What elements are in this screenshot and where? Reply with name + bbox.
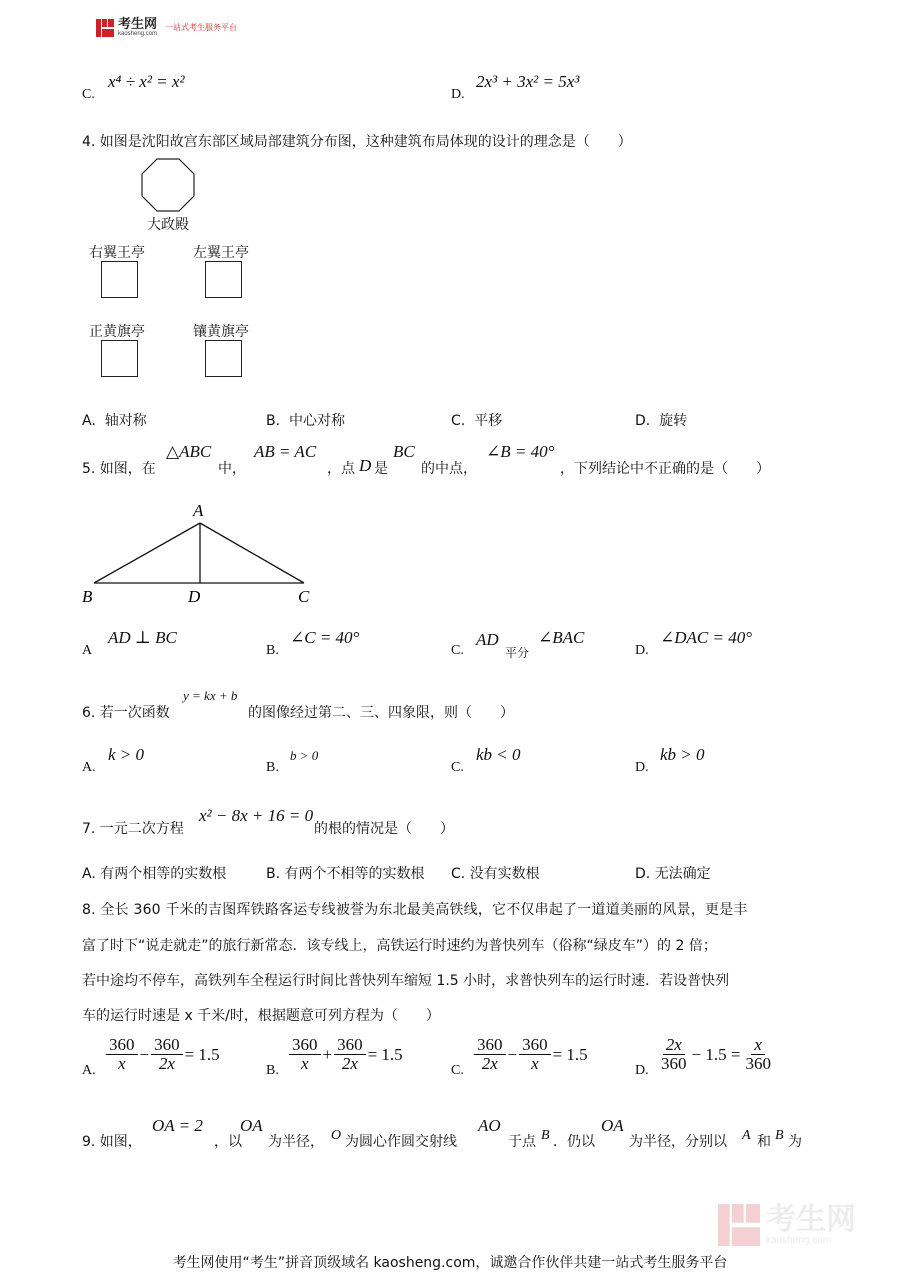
q6-option-b-expr: b > 0 [290, 748, 319, 763]
q4-option-a[interactable] [82, 410, 147, 430]
option-text: 没有实数根 [469, 866, 540, 882]
q9-a: A [742, 1128, 751, 1143]
kaosheng-watermark-icon [718, 1203, 760, 1247]
q5-figure-label-b: B [82, 587, 93, 606]
q5-bc: BC [393, 442, 415, 461]
brand-slogan: 一站式考生服务平台 [165, 23, 238, 32]
q5-option-b-label[interactable]: B. [266, 643, 279, 658]
operator: + [322, 1044, 333, 1064]
q8-option-a-equation [104, 1036, 220, 1073]
q5-figure-label-c: C [298, 587, 310, 606]
q4-pavilion-right [101, 261, 138, 298]
q7-eq: x² − 8x + 16 = 0 [199, 806, 314, 825]
watermark-domain: kaosheng.com [766, 1234, 832, 1246]
q5-is: 是 [374, 461, 388, 477]
brand-name: 考生网 [118, 17, 158, 32]
q8-line-4: 车的运行时速是 x 千米/时，根据题意可列方程为（ ） [82, 1008, 440, 1024]
q5-option-b-expr: ∠C = 40° [290, 628, 360, 647]
q9-ao: AO [478, 1116, 501, 1135]
q5-option-c-sub: 平分 [505, 646, 530, 660]
option-label: B. [266, 413, 281, 429]
q5-option-d-label[interactable]: D. [635, 643, 649, 658]
rhs: = 1.5 [184, 1044, 220, 1064]
q8-line-2: 富了时下“说走就走”的旅行新常态．该专线上，高铁运行时速约为普快列车（俗称“绿皮车”）的 2 倍； [82, 938, 717, 954]
rhs: = 1.5 [552, 1044, 588, 1064]
q9-t3: 为圆心作圆交射线 [345, 1134, 457, 1150]
option-text: 平移 [474, 413, 503, 429]
q3-option-c-label: C. [82, 87, 95, 102]
q5-option-c-expr2: ∠BAC [538, 628, 585, 647]
q6-option-b-label[interactable]: B. [266, 760, 279, 775]
option-text: 有两个不相等的实数根 [284, 866, 425, 882]
numerator: 360 [106, 1036, 138, 1055]
q5-comma-point: ，点 [327, 461, 355, 477]
q3-option-c-expr: x⁴ ÷ x² = x² [108, 72, 185, 91]
denominator: x [117, 1054, 126, 1073]
numerator: 360 [334, 1036, 366, 1055]
q7-option-b[interactable] [266, 863, 425, 883]
q6-option-c-expr: kb < 0 [476, 745, 521, 764]
q9-oa: OA [240, 1116, 263, 1135]
q9-t4: 于点 [508, 1134, 536, 1150]
q9-t6: 为半径，分别以 [629, 1134, 727, 1150]
option-label: D. [635, 413, 651, 429]
q4-option-b[interactable] [266, 410, 345, 430]
brand-domain: kaosheng.com [118, 31, 158, 37]
fraction [289, 1036, 321, 1073]
q4-octagon-icon [141, 158, 195, 212]
option-text: 有两个相等的实数根 [100, 866, 227, 882]
q4-building-zhenghuang: 正黄旗亭 [89, 324, 145, 340]
numerator: 360 [289, 1036, 321, 1055]
option-label: A. [82, 866, 96, 882]
q7-pre: 7. 一元二次方程 [82, 821, 184, 837]
q7-post: 的根的情况是（ ） [314, 821, 454, 837]
q5-option-d-expr: ∠DAC = 40° [660, 628, 753, 647]
denominator: 360 [661, 1054, 687, 1073]
option-label: B. [266, 866, 281, 882]
operator: − 1.5 = [691, 1044, 741, 1064]
q6-post: 的图像经过第二、三、四象限，则（ ） [248, 705, 514, 721]
q7-option-d[interactable] [635, 863, 711, 883]
fraction [742, 1036, 774, 1073]
fraction [519, 1036, 551, 1073]
q5-option-a-label[interactable]: A [82, 643, 93, 658]
kaosheng-logo-icon [96, 19, 114, 37]
q3-option-d-label: D. [451, 87, 465, 102]
q5-figure-label-a: A [193, 501, 204, 520]
header-logo [96, 18, 237, 37]
q8-line-3: 若中途均不停车，高铁列车全程运行时间比普快列车缩短 1.5 小时，求普快列车的运行时速．若设普快列 [82, 973, 730, 989]
denominator: x [531, 1054, 539, 1073]
operator: − [139, 1044, 150, 1064]
fraction [334, 1036, 366, 1073]
q4-pavilion-left [205, 261, 242, 298]
fraction [106, 1036, 138, 1073]
q5-tail: ，下列结论中不正确的是（ ） [560, 461, 770, 477]
q6-pre: 6. 若一次函数 [82, 705, 170, 721]
q9-b: B [541, 1128, 550, 1143]
watermark-logo [718, 1203, 856, 1247]
q6-option-a-label[interactable]: A. [82, 760, 96, 775]
q4-stem: 4. 如图是沈阳故宫东部区域局部建筑分布图，这种建筑布局体现的设计的理念是（ ） [82, 134, 632, 150]
operator: − [507, 1044, 518, 1064]
q7-option-c[interactable] [451, 863, 540, 883]
brand-block [118, 18, 157, 37]
option-text: 中心对称 [288, 413, 345, 429]
q8-option-a-label[interactable]: A. [82, 1063, 96, 1078]
q5-figure-label-d: D [188, 587, 201, 606]
q8-option-d-equation [656, 1036, 776, 1073]
q8-option-c-equation [472, 1036, 588, 1073]
q8-option-c-label[interactable]: C. [451, 1063, 464, 1078]
denominator: 360 [745, 1054, 771, 1073]
option-label: D. [635, 866, 651, 882]
q9-pre: 9. 如图， [82, 1134, 142, 1150]
option-text: 轴对称 [104, 413, 147, 429]
q6-option-c-label[interactable]: C. [451, 760, 464, 775]
q4-pavilion-xianghuang [205, 340, 242, 377]
q9-t2: 为半径， [268, 1134, 324, 1150]
denominator: x [300, 1054, 309, 1073]
q6-option-d-label[interactable]: D. [635, 760, 649, 775]
option-text: 旋转 [659, 413, 688, 429]
q5-d: D [359, 456, 372, 475]
q9-oa-eq-2: OA = 2 [152, 1116, 203, 1135]
q4-option-c[interactable] [451, 410, 502, 430]
q7-option-a[interactable] [82, 863, 226, 883]
q4-pavilion-zhenghuang [101, 340, 138, 377]
q5-option-c-expr: AD [476, 630, 499, 649]
q3-option-d-expr: 2x³ + 3x² = 5x³ [476, 72, 580, 91]
q9-and: 和 [757, 1134, 771, 1150]
option-label: C. [451, 866, 466, 882]
page-footer: 考生网使用“考生”拼音顶级域名 kaosheng.com，诚邀合作伙伴共建一站式考生服务平台 [172, 1255, 728, 1271]
rhs: = 1.5 [367, 1044, 403, 1064]
q5-ab-ac: AB = AC [254, 442, 317, 461]
q9-t5: ．仍以 [553, 1134, 595, 1150]
q5-angle-b: ∠B = 40° [486, 442, 555, 461]
q9-b2: B [775, 1128, 784, 1143]
q4-building-right-wing: 右翼王亭 [89, 245, 145, 261]
q8-line-1: 8. 全长 360 千米的吉图珲铁路客运专线被誉为东北最美高铁线，它不仅串起了一道道美丽的风景，更是丰 [82, 902, 748, 918]
option-text: 无法确定 [654, 866, 711, 882]
q5-in: 中， [218, 461, 246, 477]
q5-triangle-figure [80, 496, 320, 611]
fraction [151, 1036, 183, 1073]
q5-option-a-expr: AD ⊥ BC [108, 628, 177, 647]
q6-option-a-expr: k > 0 [108, 745, 145, 764]
option-label: A. [82, 413, 96, 429]
q4-building-xianghuang: 镶黄旗亭 [193, 324, 249, 340]
numerator: 360 [151, 1036, 183, 1055]
q6-func: y = kx + b [183, 688, 238, 703]
q9-o: O [331, 1128, 342, 1143]
denominator: 2x [158, 1054, 175, 1073]
q9-t1: ，以 [214, 1134, 242, 1150]
numerator: 360 [519, 1036, 551, 1055]
q9-t7: 为 [788, 1134, 802, 1150]
watermark-text [766, 1201, 856, 1246]
q4-building-left-wing: 左翼王亭 [193, 245, 249, 261]
q8-option-b-equation [287, 1036, 403, 1073]
q8-option-b-label[interactable]: B. [266, 1063, 279, 1078]
denominator: 2x [481, 1054, 498, 1073]
option-label: C. [451, 413, 466, 429]
q4-building-center: 大政殿 [147, 217, 189, 233]
q8-option-d-label[interactable]: D. [635, 1063, 649, 1078]
q4-option-d[interactable] [635, 410, 687, 430]
numerator: 2x [663, 1036, 685, 1055]
watermark-brand: 考生网 [766, 1201, 856, 1237]
fraction [474, 1036, 506, 1073]
q5-midpoint: 的中点， [421, 461, 477, 477]
q6-option-d-expr: kb > 0 [660, 745, 705, 764]
q5-triangle: △ABC [166, 442, 212, 461]
q9-oa-2: OA [601, 1116, 624, 1135]
q5-stem-num: 5. 如图，在 [82, 461, 156, 477]
numerator: 360 [474, 1036, 506, 1055]
q5-option-c-label[interactable]: C. [451, 643, 464, 658]
denominator: 2x [341, 1054, 358, 1073]
numerator: x [751, 1036, 765, 1055]
fraction [658, 1036, 690, 1073]
